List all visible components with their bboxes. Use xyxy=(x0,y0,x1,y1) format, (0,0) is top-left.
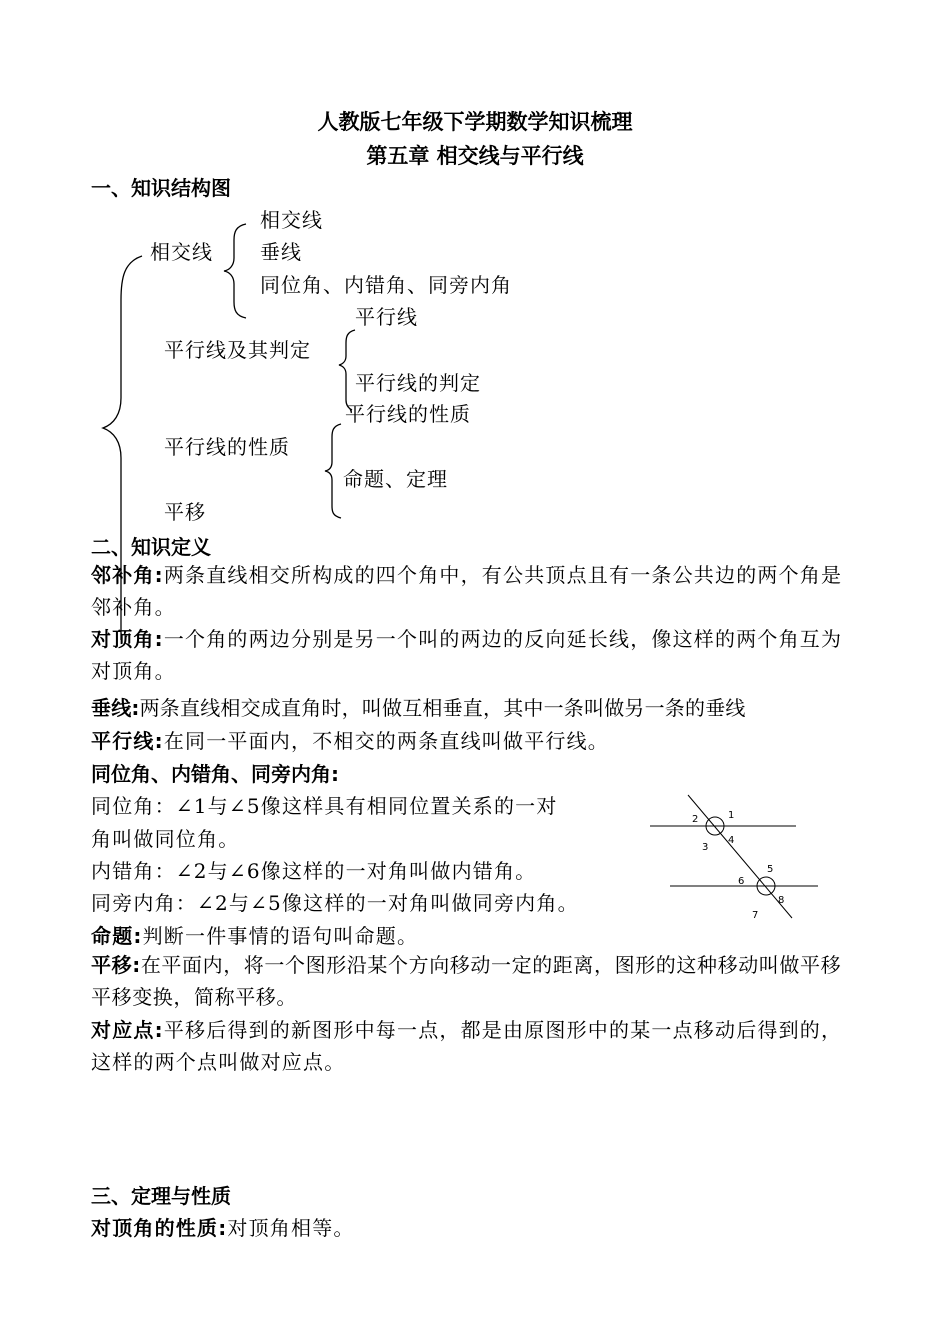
definition-text: 一个角的两边分别是另一个叫的两边的反向延长线，像这样的两个角互为对顶角。 xyxy=(91,627,843,683)
definition-translation xyxy=(91,949,861,1013)
tree-leaf: 同位角、内错角、同旁内角 xyxy=(260,273,512,297)
definition-vertical-angles xyxy=(91,623,861,687)
tree-leaf: 平行线的性质 xyxy=(345,402,471,426)
definition-text: 平移后得到的新图形中每一点，都是由原图形中的某一点移动后得到的，这样的两个点叫做对应点。 xyxy=(91,1018,843,1074)
tree-node-intersect: 相交线 xyxy=(150,240,213,264)
definition-text: 在同一平面内，不相交的两条直线叫做平行线。 xyxy=(163,729,610,753)
definition-corresponding-points xyxy=(91,1014,861,1078)
angles-heading: 同位角、内错角、同旁内角: xyxy=(91,762,339,786)
definition-text: 两条直线相交成直角时，叫做互相垂直，其中一条叫做另一条的垂线 xyxy=(139,696,746,720)
definition-term: 命题: xyxy=(91,924,143,948)
section-2-heading: 二、知识定义 xyxy=(91,535,211,559)
definition-term: 对顶角: xyxy=(91,627,164,651)
brace-parallel-judge xyxy=(339,330,355,410)
definition-text: 在平面内，将一个图形沿某个方向移动一定的距离，图形的这种移动叫做平移平移变换，简称平移。 xyxy=(91,953,842,1009)
alternate-angles-line: 内错角：∠2与∠6像这样的一对角叫做内错角。 xyxy=(91,859,537,883)
tree-leaf: 相交线 xyxy=(260,208,323,232)
section-1-heading: 一、知识结构图 xyxy=(91,176,231,200)
intersection-circle-bottom xyxy=(757,877,775,895)
section-3-heading: 三、定理与性质 xyxy=(91,1184,231,1208)
corresponding-angles-line: 同位角：∠1与∠5像这样具有相同位置关系的一对 xyxy=(91,794,558,818)
intersection-circle-top xyxy=(706,817,724,835)
tree-leaf: 平行线 xyxy=(355,305,418,329)
tree-node-parallel-judge: 平行线及其判定 xyxy=(164,338,311,362)
definition-term: 平移: xyxy=(91,953,141,977)
chapter-title: 第五章 相交线与平行线 xyxy=(366,144,584,168)
angle-label-3: 3 xyxy=(702,842,709,853)
tree-leaf: 命题、定理 xyxy=(343,467,448,491)
brace-intersect xyxy=(224,224,246,318)
document-title: 人教版七年级下学期数学知识梳理 xyxy=(317,110,633,134)
angle-label-8: 8 xyxy=(778,895,785,906)
tree-node-parallel-prop: 平行线的性质 xyxy=(164,435,290,459)
angle-label-4: 4 xyxy=(728,835,735,846)
transversal-line xyxy=(688,795,792,918)
tree-node-translation: 平移 xyxy=(164,500,206,524)
angle-label-2: 2 xyxy=(692,814,699,825)
tree-leaf: 平行线的判定 xyxy=(355,371,481,395)
definition-term: 对应点: xyxy=(91,1018,164,1042)
angle-label-6: 6 xyxy=(738,876,745,887)
definition-text: 判断一件事情的语句叫命题。 xyxy=(142,924,419,948)
definition-adjacent-angles xyxy=(91,559,861,623)
definition-text: 两条直线相交所构成的四个角中，有公共顶点且有一条公共边的两个角是邻补角。 xyxy=(91,563,843,619)
corresponding-angles-line-2: 角叫做同位角。 xyxy=(91,827,240,851)
brace-parallel-prop xyxy=(325,424,341,518)
angle-label-1: 1 xyxy=(728,810,735,821)
definition-parallel xyxy=(91,725,609,754)
tree-leaf: 垂线 xyxy=(260,240,302,264)
angle-label-7: 7 xyxy=(752,910,759,921)
definition-perpendicular xyxy=(91,692,746,721)
definition-term: 邻补角: xyxy=(91,563,164,587)
definition-term: 垂线: xyxy=(91,696,140,720)
definition-proposition xyxy=(91,920,418,949)
theorem-text: 对顶角相等。 xyxy=(227,1216,355,1240)
angle-label-5: 5 xyxy=(767,864,774,875)
theorem-term: 对顶角的性质: xyxy=(91,1216,228,1240)
definition-term: 平行线: xyxy=(91,729,164,753)
same-side-angles-line: 同旁内角：∠2与∠5像这样的一对角叫做同旁内角。 xyxy=(91,891,579,915)
theorem-vertical-angles xyxy=(91,1212,355,1241)
